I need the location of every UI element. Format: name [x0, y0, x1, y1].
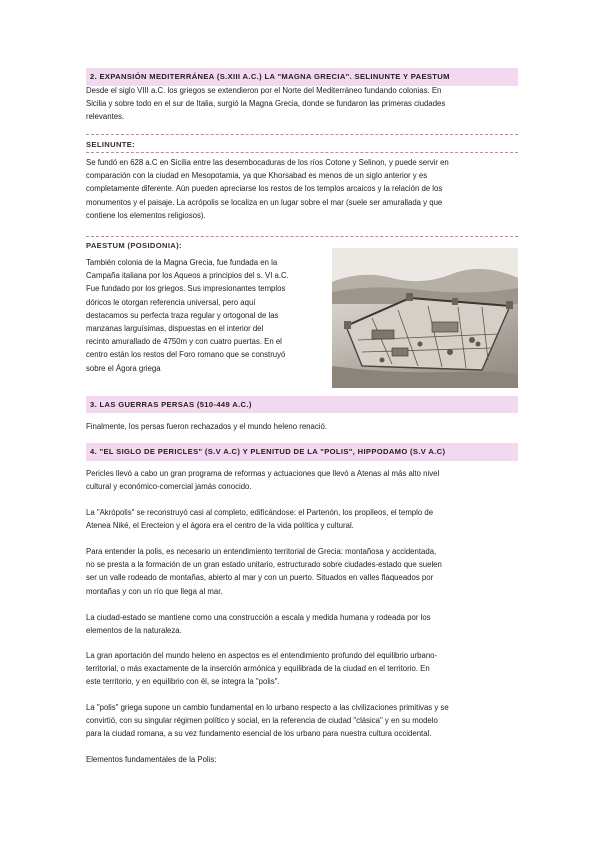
text-line: La "polis" griega supone un cambio fundamental en lo urbano respecto a las civilizaciones primitivas y se — [86, 703, 449, 712]
text-line: contiene los elementos religiosos). — [86, 210, 206, 220]
text-line: Desde el siglo VIII a.C. los griegos se extendieron por el Norte del Mediterráneo fundando colonias. En — [86, 86, 442, 95]
paragraph-polis-griega — [86, 701, 518, 741]
text-line: Atenea Niké, el Erecteion y el ágora era el centro de la vida política y cultural. — [86, 521, 354, 531]
text-line: montañas y con un río que llega al mar. — [86, 586, 223, 596]
text-line: También colonia de la Magna Grecia, fue fundada en la — [86, 258, 278, 267]
section-heading-guerras-persas: 3. LAS GUERRAS PERSAS (510-449 A.C.) — [86, 396, 518, 413]
paragraph-akropolis — [86, 506, 518, 532]
text-line: para la ciudad romana, a su vez fundamento esencial de los urbano para nuestra cultura occidental. — [86, 729, 432, 739]
text-line: Sicilia y sobre todo en el sur de Italia, surgió la Magna Grecia, donde se fundaron las primeras ciudades — [86, 99, 446, 109]
paestum-engraving-image — [332, 248, 518, 388]
paragraph-elementos — [86, 753, 518, 766]
text-line: este territorio, y en equilibrio con él, se integra la "polis". — [86, 677, 280, 687]
text-line: comparación con la ciudad en Mesopotamia, ya que Khorsabad es menos de un siglo anterior y es — [86, 171, 428, 181]
text-line: cultural y económico-comercial jamás conocido. — [86, 482, 252, 492]
divider — [86, 152, 518, 153]
divider — [86, 236, 518, 237]
paragraph-pericles-1 — [86, 467, 518, 493]
text-line: centro están los restos del Foro romano que se construyó — [86, 350, 286, 360]
divider — [86, 134, 518, 135]
paragraph-polis-territorio — [86, 545, 518, 598]
text-line: dóricos le otorgan referencia universal, pero aquí — [86, 297, 256, 307]
text-line: no se presta a la formación de un gran estado unitario, estructurado sobre ciudades-estado que suelen — [86, 560, 442, 570]
text-line: elementos de la naturaleza. — [86, 626, 182, 636]
paragraph-aportacion — [86, 649, 518, 689]
text-line: sobre el Ágora griega — [86, 363, 161, 373]
paragraph-guerras-persas — [86, 420, 518, 433]
text-line: Campaña italiana por los Aqueos a principios del s. VI a.C. — [86, 271, 289, 281]
paragraph-paestum — [86, 256, 326, 375]
subheading-paestum: PAESTUM (POSIDONIA): — [86, 241, 182, 250]
text-line: ser un valle rodeado de montañas, abierto al mar y con un puerto. Situados en valles flaqueados por — [86, 573, 434, 583]
text-line: manzanas larguísimas, dispuestas en el interior del — [86, 324, 264, 334]
text-line: convirtió, con su singular régimen político y social, en la referencia de ciudad "clásica" y en su modelo — [86, 716, 438, 726]
text-line: Se fundó en 628 a.C en Sicilia entre las desembocaduras de los ríos Cotone y Selinon, y puede servir en — [86, 158, 449, 167]
text-line: Finalmente, los persas fueron rechazados y el mundo heleno renació. — [86, 422, 327, 431]
text-line: relevantes. — [86, 112, 125, 122]
subheading-selinunte: SELINUNTE: — [86, 140, 136, 149]
engraving-drawing — [332, 248, 518, 388]
paragraph-expansion — [86, 84, 518, 124]
text-line: territorial, o más exactamente de la inserción armónica y equilibrada de la ciudad en el territorio. En — [86, 664, 430, 674]
section-heading-expansion: 2. EXPANSIÓN MEDITERRÁNEA (S.XIII A.C.) LA "MAGNA GRECIA". SELINUNTE Y PAESTUM — [86, 68, 518, 86]
text-line: Para entender la polis, es necesario un entendimiento territorial de Grecia: montañosa y accidentada, — [86, 547, 437, 556]
text-line: completamente diferente. Aún pueden apreciarse los restos de los templos arcaicos y la relación de los — [86, 184, 443, 194]
section-heading-pericles: 4. "EL SIGLO DE PERICLES" (S.V A.C) Y PLENITUD DE LA "POLIS", HIPPODAMO (S.V A.C) — [86, 443, 518, 461]
text-line: Elementos fundamentales de la Polis: — [86, 755, 217, 764]
paragraph-ciudad-estado — [86, 611, 518, 637]
text-line: Fue fundado por los griegos. Sus impresionantes templos — [86, 284, 286, 294]
text-line: monumentos y el paisaje. La acrópolis se localiza en un lugar sobre el mar (suele ser amurallada y que — [86, 197, 443, 207]
text-line: La ciudad-estado se mantiene como una construcción a escala y medida humana y rodeada por los — [86, 613, 431, 622]
text-line: La gran aportación del mundo heleno en aspectos es el entendimiento profundo del equilibrio urbano- — [86, 651, 438, 660]
paragraph-selinunte — [86, 156, 518, 222]
text-line: Pericles llevó a cabo un gran programa de reformas y actuaciones que llevó a Atenas al más alto nivel — [86, 469, 440, 478]
text-line: destacamos su perfecta traza regular y ortogonal de las — [86, 310, 279, 320]
text-line: recinto amurallado de 4750m y con cuatro puertas. En el — [86, 337, 282, 347]
text-line: La "Akrópolis" se reconstruyó casi al completo, edificándose: el Partenón, los propileos, el templo de — [86, 508, 434, 517]
